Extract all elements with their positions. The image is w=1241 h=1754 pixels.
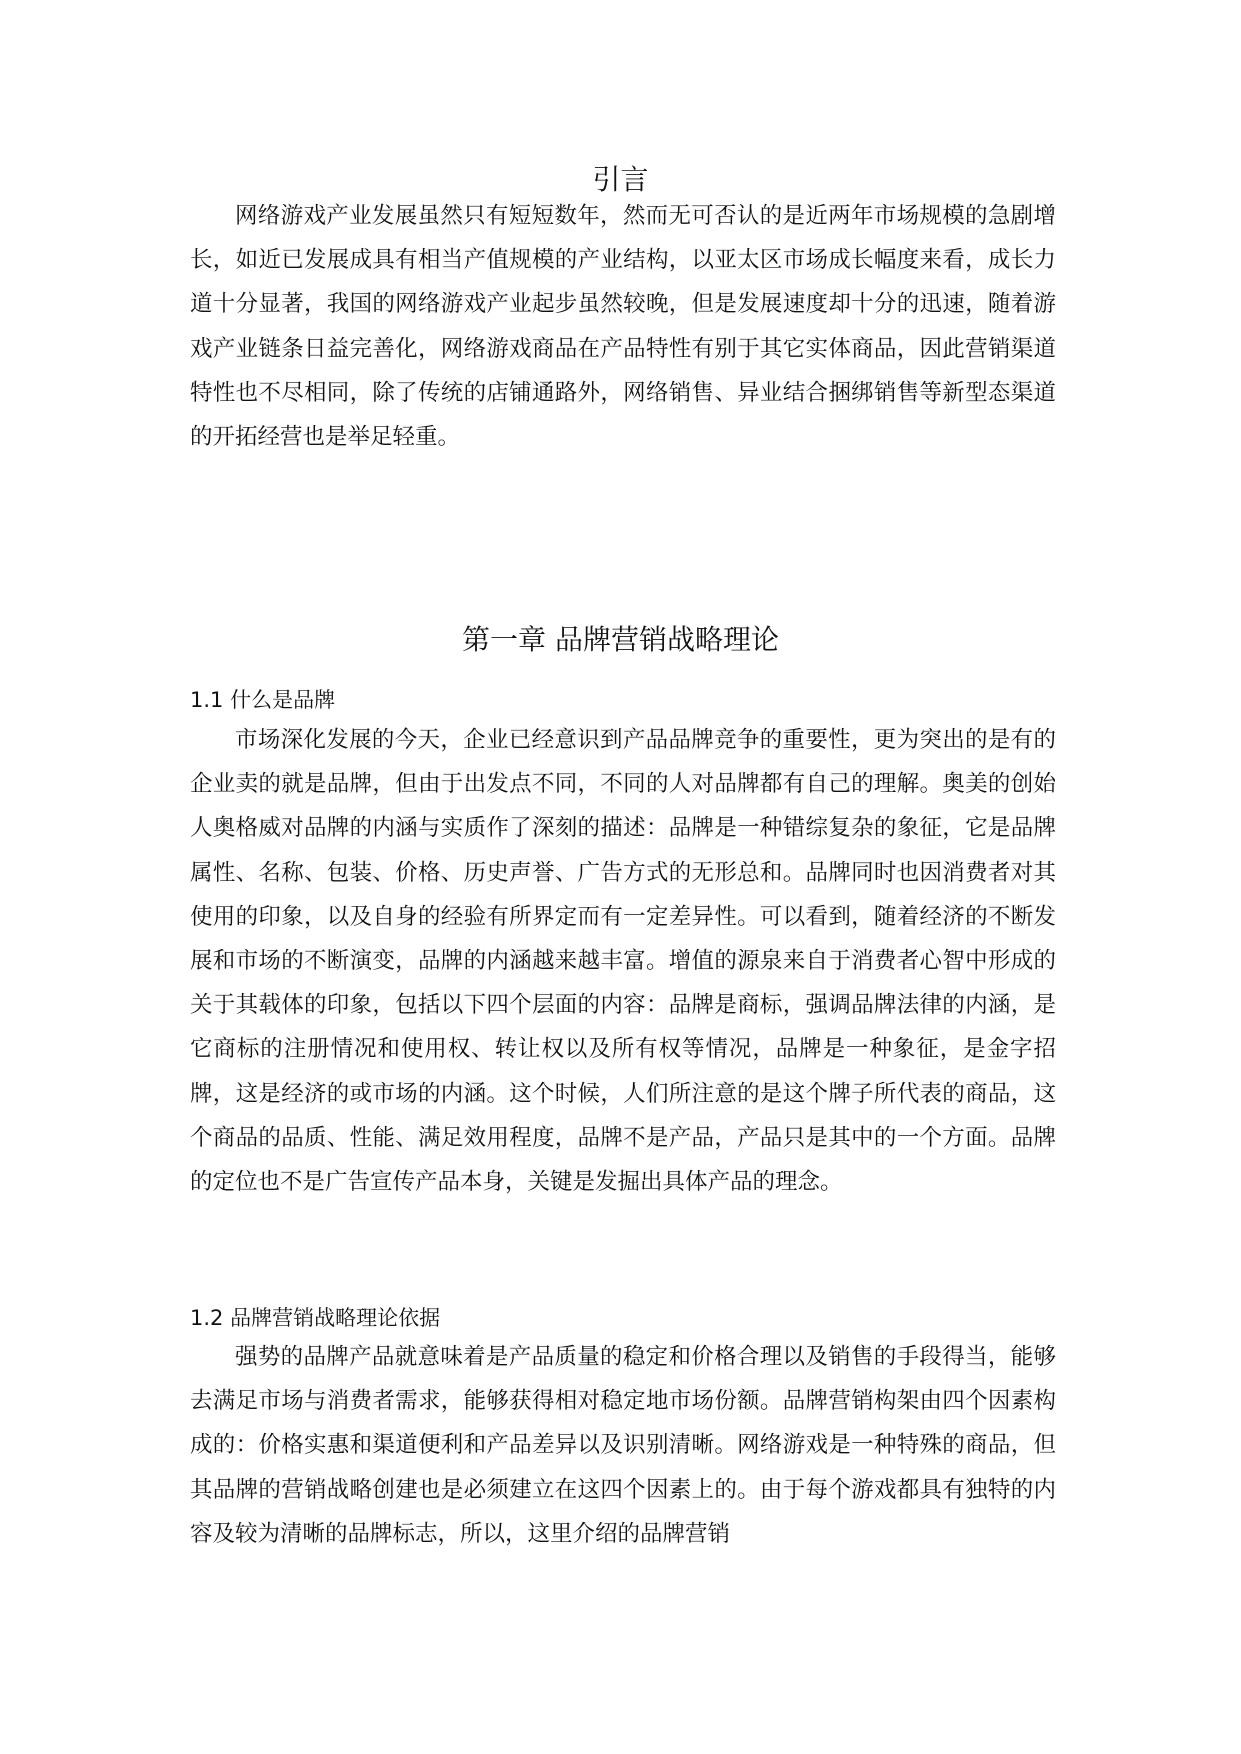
section-1-2-paragraph: 强势的品牌产品就意味着是产品质量的稳定和价格合理以及销售的手段得当，能够去满足市场与消费者需求，能够获得相对稳定地市场份额。品牌营销构架由四个因素构成的：价格实惠和渠道便利和产品差异以及识别清晰。网络游戏是一种特殊的商品，但其品牌的营销战略创建也是必须建立在这四个因素上的。由于每个游戏都具有独特的内容及较为清晰的品牌标志，所以，这里介绍的品牌营销 (190, 1344, 1056, 1547)
section-1-1-paragraph: 市场深化发展的今天，企业已经意识到产品品牌竞争的重要性，更为突出的是有的企业卖的就是品牌，但由于出发点不同，不同的人对品牌都有自己的理解。奥美的创始人奥格威对品牌的内涵与实质作了深刻的描述：品牌是一种错综复杂的象征，它是品牌属性、名称、包装、价格、历史声誉、广告方式的无形总和。品牌同时也因消费者对其使用的印象，以及自身的经验有所界定而有一定差异性。可以看到，随着经济的不断发展和市场的不断演变，品牌的内涵越来越丰富。增值的源泉来自于消费者心智中形成的关于其载体的印象，包括以下四个层面的内容：品牌是商标，强调品牌法律的内涵，是它商标的注册情况和使用权、转让权以及所有权等情况，品牌是一种象征，是金字招牌，这是经济的或市场的内涵。这个时候，人们所注意的是这个牌子所代表的商品，这个商品的品质、性能、满足效用程度，品牌不是产品，产品只是其中的一个方面。品牌的定位也不是广告宣传产品本身，关键是发掘出具体产品的理念。 (190, 727, 1056, 1196)
intro-paragraph: 网络游戏产业发展虽然只有短短数年，然而无可否认的是近两年市场规模的急剧增长，如近已发展成具有相当产值规模的产业结构，以亚太区市场成长幅度来看，成长力道十分显著，我国的网络游戏产业起步虽然较晚，但是发展速度却十分的迅速，随着游戏产业链条日益完善化，网络游戏商品在产品特性有别于其它实体商品，因此营销渠道特性也不尽相同，除了传统的店铺通路外，网络销售、异业结合捆绑销售等新型态渠道的开拓经营也是举足轻重。 (190, 203, 1056, 451)
chapter-1-title: 第一章 品牌营销战略理论 (462, 623, 779, 656)
section-1-2-heading: 1.2 品牌营销战略理论依据 (190, 1306, 441, 1330)
section-1-1-heading: 1.1 什么是品牌 (190, 688, 336, 712)
intro-title: 引言 (592, 163, 649, 196)
